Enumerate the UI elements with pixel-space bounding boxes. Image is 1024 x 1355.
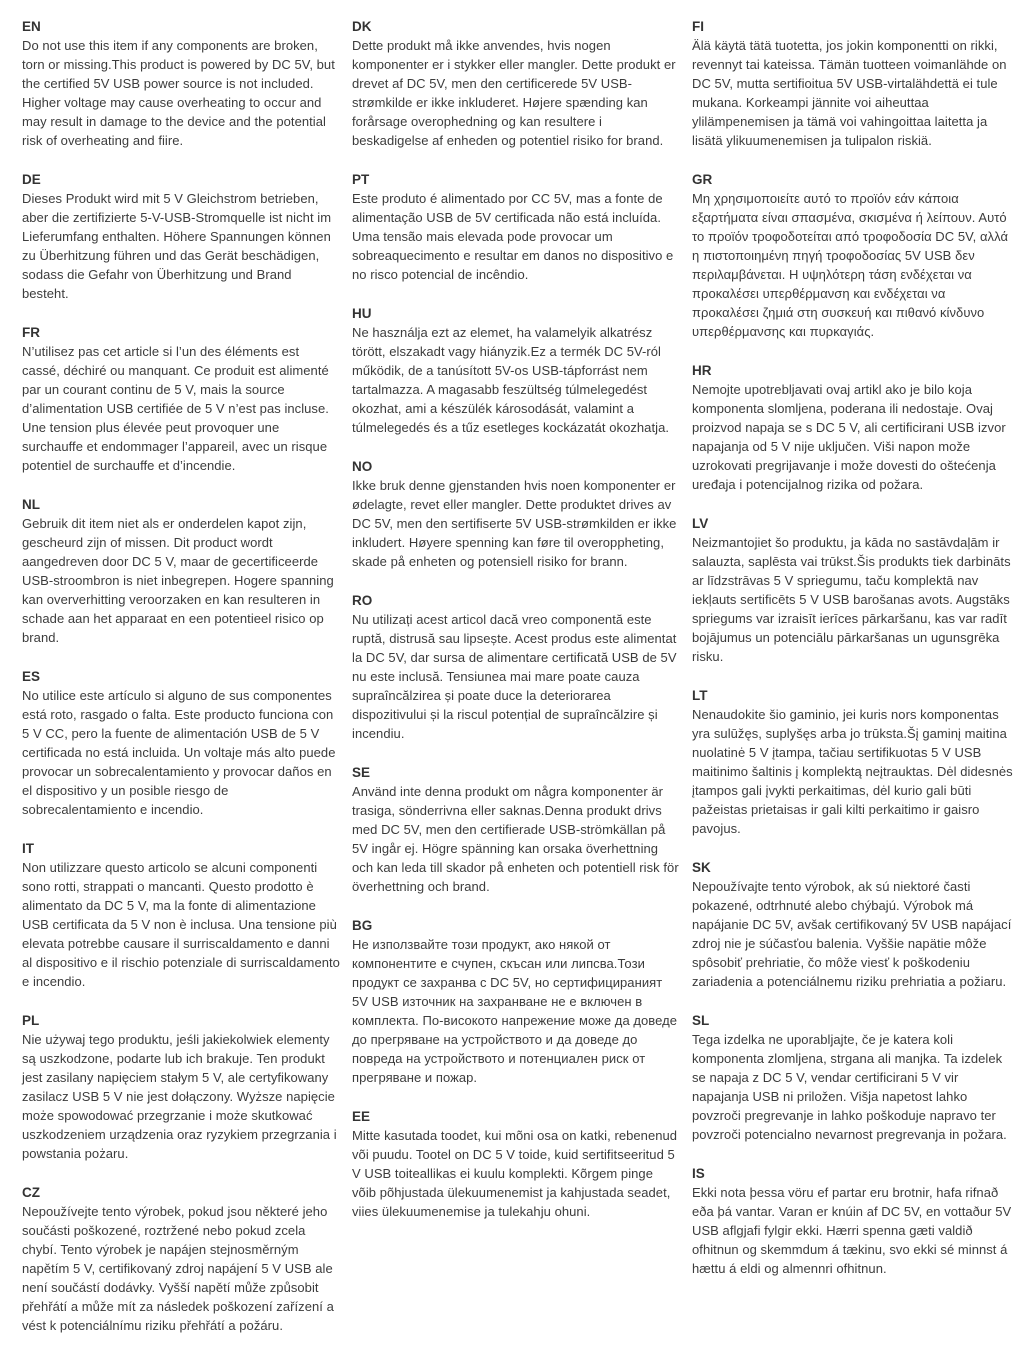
warning-text: Nepoužívejte tento výrobek, pokud jsou některé jeho součásti poškozené, roztržené nebo pokud zcela chybí. Tento výrobek je napájen stejnosměrným napětím 5 V, certifikovaný zdroj napájení 5 V USB ale není součástí dodávky. Vyšší napětí může způsobit přehřátí a může mít za následek poškození zařízení a vést k potenciálnímu riziku přehřátí a požáru. <box>22 1204 334 1333</box>
section-cz <box>22 1183 340 1335</box>
section-fr <box>22 323 340 475</box>
section-pt <box>352 170 680 284</box>
warning-text: Neizmantojiet šo produktu, ja kāda no sastāvdaļām ir salauzta, saplēsta vai trūkst.Šis produkts tiek darbināts ar līdzstrāvas 5 V spriegumu, taču komplektā nav iekļauts sertificēts 5 V USB barošanas avots. Augstāks spriegums var izraisīt ierīces pārkaršanu, kas var radīt bojājumus un potenciālu pārkaršanas un ugunsgrēka risku. <box>692 535 1011 664</box>
language-code: EN <box>22 19 41 34</box>
section-pl <box>22 1011 340 1163</box>
section-ro <box>352 591 680 743</box>
language-code: NO <box>352 459 373 474</box>
language-code: HR <box>692 363 712 378</box>
warning-text: No utilice este artículo si alguno de sus componentes está roto, rasgado o falta. Este producto funciona con 5 V CC, pero la fuente de alimentación USB de 5 V certificada no está incluida. Un voltaje más alto puede provocar un sobrecalentamiento y provocar daños en el dispositivo y un posible riesgo de sobrecalentamiento e incendio. <box>22 688 336 817</box>
language-code: IT <box>22 841 34 856</box>
language-code: SL <box>692 1013 710 1028</box>
warning-text: Do not use this item if any components are broken, torn or missing.This product is powered by DC 5V, but the certified 5V USB power source is not included. Higher voltage may cause overheating to occur and may result in damage to the device and the potential risk of overheating and fiire. <box>22 38 335 148</box>
section-es <box>22 667 340 819</box>
warning-text: Nepoužívajte tento výrobok, ak sú niektoré časti pokazené, odtrhnuté alebo chýbajú. Výrobok má napájanie DC 5V, avšak certifikovaný 5V USB napájací zdroj nie je súčasťou balenia. Vyššie napätie môže spôsobiť prehriatie, čo môže viesť k poškodeniu zariadenia a potenciálnemu riziku prehriatia a požiaru. <box>692 879 1012 989</box>
language-code: FI <box>692 19 704 34</box>
warning-text: Este produto é alimentado por CC 5V, mas a fonte de alimentação USB de 5V certificada não está incluída. Uma tensão mais elevada pode provocar um sobreaquecimento e resultar em danos no dispositivo e no risco potencial de incêndio. <box>352 191 674 282</box>
language-code: PL <box>22 1013 40 1028</box>
section-lt <box>692 686 1016 838</box>
section-se <box>352 763 680 896</box>
language-code: IS <box>692 1166 705 1181</box>
section-ee <box>352 1107 680 1221</box>
section-sl <box>692 1011 1016 1144</box>
warning-text: Använd inte denna produkt om några komponenter är trasiga, sönderrivna eller saknas.Denna produkt drivs med DC 5V, men den certifierade USB-strömkällan på 5V ingår ej. Högre spänning kan orsaka överhettning och kan leda till skador på enheten och potentiell risk för överhettning och brand. <box>352 784 679 894</box>
section-no <box>352 457 680 571</box>
language-code: EE <box>352 1109 371 1124</box>
section-nl <box>22 495 340 647</box>
warning-text: Tega izdelka ne uporabljajte, če je katera koli komponenta zlomljena, strgana ali manjka. Ta izdelek se napaja z DC 5 V, vendar certificirani 5 V vir napajanja USB ni priložen. Višja napetost lahko povzroči pregrevanje in lahko poškoduje napravo ter povzroči potencialno nevarnost pregrevanja in požara. <box>692 1032 1007 1142</box>
warning-text: Nu utilizați acest articol dacă vreo componentă este ruptă, distrusă sau lipsește. Acest produs este alimentat la DC 5V, dar sursa de alimentare certificată USB de 5V nu este inclusă. Tensiunea mai mare poate cauza supraîncălzirea și poate duce la deteriorarea dispozitivului și la riscul potențial de supraîncălzire și incendiu. <box>352 612 677 741</box>
warning-text: Nemojte upotrebljavati ovaj artikl ako je bilo koja komponenta slomljena, poderana ili nedostaje. Ovaj proizvod napaja se s DC 5 V, ali certificirani USB izvor napajanja od 5 V nije uključen. Viši napon može uzrokovati pregrijavanje i može dovesti do oštećenja uređaja i potencijalnog rizika od požara. <box>692 382 1006 492</box>
column-1 <box>22 17 340 1355</box>
section-fi <box>692 17 1016 150</box>
warning-text: Μη χρησιμοποιείτε αυτό το προϊόν εάν κάποια εξαρτήματα είναι σπασμένα, σκισμένα ή λείπουν. Αυτό το προϊόν τροφοδοτείται από τροφοδοσία DC 5V, αλλά η πιστοποιημένη πηγή τροφοδοσίας 5V USB δεν περιλαμβάνεται. Η υψηλότερη τάση ενδέχεται να προκαλέσει υπερθέρμανση και ενδέχεται να προκαλέσει ζημιά στη συσκευή και πιθανό κίνδυνο υπερθέρμανσης και πυρκαγιάς. <box>692 191 1009 339</box>
section-gr <box>692 170 1016 341</box>
warning-text: Dieses Produkt wird mit 5 V Gleichstrom betrieben, aber die zertifizierte 5-V-USB-Stromquelle ist nicht im Lieferumfang enthalten. Höhere Spannungen können zu Überhitzung führen und das Gerät beschädigen, sodass die Gefahr von Überhitzung und Brand besteht. <box>22 191 332 301</box>
language-code: PT <box>352 172 370 187</box>
section-sk <box>692 858 1016 991</box>
section-lv <box>692 514 1016 666</box>
language-code: HU <box>352 306 372 321</box>
warning-text: Ekki nota þessa vöru ef partar eru brotnir, hafa rifnað eða þá vantar. Varan er knúin af DC 5V, en vottaður 5V USB aflgjafi fylgir ekki. Hærri spenna gæti valdið ofhitnun og skemmdum á tækinu, svo ekki sé minnst á hættu á eldi og almennri ofhitnun. <box>692 1185 1012 1276</box>
language-code: ES <box>22 669 41 684</box>
language-code: BG <box>352 918 373 933</box>
warning-text: Dette produkt må ikke anvendes, hvis nogen komponenter er i stykker eller mangler. Dette produkt er drevet af DC 5V, men den certificerede 5V USB-strømkilde er ikke inkluderet. Højere spænding kan forårsage overophedning og kan resultere i beskadigelse af enheden og potentiel risiko for brand. <box>352 38 676 148</box>
warning-text: Non utilizzare questo articolo se alcuni componenti sono rotti, strappati o mancanti. Questo prodotto è alimentato da DC 5 V, ma la fonte di alimentazione USB certificata da 5 V non è inclusa. Una tensione più elevata potrebbe causare il surriscaldamento e danni al dispositivo e il rischio potenziale di surriscaldamento e incendio. <box>22 860 340 989</box>
language-code: CZ <box>22 1185 40 1200</box>
warning-text: Gebruik dit item niet als er onderdelen kapot zijn, gescheurd zijn of missen. Dit product wordt aangedreven door DC 5 V, maar de gecertificeerde USB-stroombron is niet inbegrepen. Hogere spanning kan oververhitting veroorzaken en kan resulteren in schade aan het apparaat en een potentieel risico op brand. <box>22 516 334 645</box>
language-code: FR <box>22 325 40 340</box>
column-3 <box>692 17 1016 1355</box>
warning-text: Mitte kasutada toodet, kui mõni osa on katki, rebenenud või puudu. Tootel on DC 5 V toide, kuid sertifitseeritud 5 V USB toiteallikas ei kuulu komplekti. Kõrgem pinge võib põhjustada ülekuumenemist ja kahjustada seadet, viies ülekuumenemise ja tulekahju ohuni. <box>352 1128 678 1219</box>
section-dk <box>352 17 680 150</box>
warning-text: Ikke bruk denne gjenstanden hvis noen komponenter er ødelagte, revet eller mangler. Dette produktet drives av DC 5V, men den sertifiserte 5V USB-strømkilden er ikke inkludert. Høyere spenning kan føre til overoppheting, skade på enheten og potensiell risiko for brann. <box>352 478 677 569</box>
language-code: SE <box>352 765 371 780</box>
language-code: LT <box>692 688 708 703</box>
section-hr <box>692 361 1016 494</box>
warning-text: Не използвайте този продукт, ако някой от компонентите е счупен, скъсан или липсва.Този продукт се захранва с DC 5V, но сертифицираният 5V USB източник на захранване не е включен в комплекта. По-високото напрежение може да доведе до прегряване на устройството и да доведе до повреда на устройството и потенциален риск от прегряване и пожар. <box>352 937 678 1085</box>
language-code: SK <box>692 860 711 875</box>
column-2 <box>352 17 680 1355</box>
language-code: NL <box>22 497 40 512</box>
section-hu <box>352 304 680 437</box>
section-bg <box>352 916 680 1087</box>
section-de <box>22 170 340 303</box>
warning-text: Nie używaj tego produktu, jeśli jakiekolwiek elementy są uszkodzone, podarte lub ich brakuje. Ten produkt jest zasilany napięciem stałym 5 V, ale certyfikowany zasilacz USB 5 V nie jest dołączony. Wyższe napięcie może spowodować przegrzanie i może skutkować uszkodzeniem urządzenia oraz ryzykiem przegrzania i powstania pożaru. <box>22 1032 337 1161</box>
language-code: DE <box>22 172 41 187</box>
language-code: DK <box>352 19 372 34</box>
section-is <box>692 1164 1016 1278</box>
warning-text: Ne használja ezt az elemet, ha valamelyik alkatrész törött, elszakadt vagy hiányzik.Ez a termék DC 5V-ról működik, de a tanúsított 5V-os USB-tápforrást nem tartalmazza. A magasabb feszültség túlmelegedést okozhat, ami a készülék károsodását, valamint a túlmelegedés és a tűz esetleges kockázatát okozhatja. <box>352 325 670 435</box>
section-it <box>22 839 340 991</box>
language-code: GR <box>692 172 713 187</box>
warning-text: Nenaudokite šio gaminio, jei kuris nors komponentas yra sulūžęs, suplyšęs arba jo trūksta.Šį gaminį maitina nuolatinė 5 V įtampa, tačiau sertifikuotas 5 V USB maitinimo šaltinis į komplektą neįtrauktas. Dėl didesnės įtampos gali įvykti perkaitimas, dėl kurio gali būti pažeistas prietaisas ir gali kilti perkaitimo ir gaisro pavojus. <box>692 707 1013 836</box>
warning-text: Älä käytä tätä tuotetta, jos jokin komponentti on rikki, revennyt tai kateissa. Tämän tuotteen voimanlähde on DC 5V, mutta sertifioitua 5V USB-virtalähdettä ei tule mukana. Korkeampi jännite voi aiheuttaa ylilämpenemisen ja tämä voi vahingoittaa laitetta ja lisätä ylikuumenemisen ja tulipalon riskiä. <box>692 38 1007 148</box>
section-en <box>22 17 340 150</box>
language-code: LV <box>692 516 709 531</box>
language-code: RO <box>352 593 373 608</box>
warning-text: N’utilisez pas cet article si l’un des éléments est cassé, déchiré ou manquant. Ce produit est alimenté par un courant continu de 5 V, mais la source d’alimentation USB certifiée de 5 V n’est pas incluse. Une tension plus élevée peut provoquer une surchauffe et endommager l’appareil, avec un risque potentiel de surchauffe et d’incendie. <box>22 344 329 473</box>
